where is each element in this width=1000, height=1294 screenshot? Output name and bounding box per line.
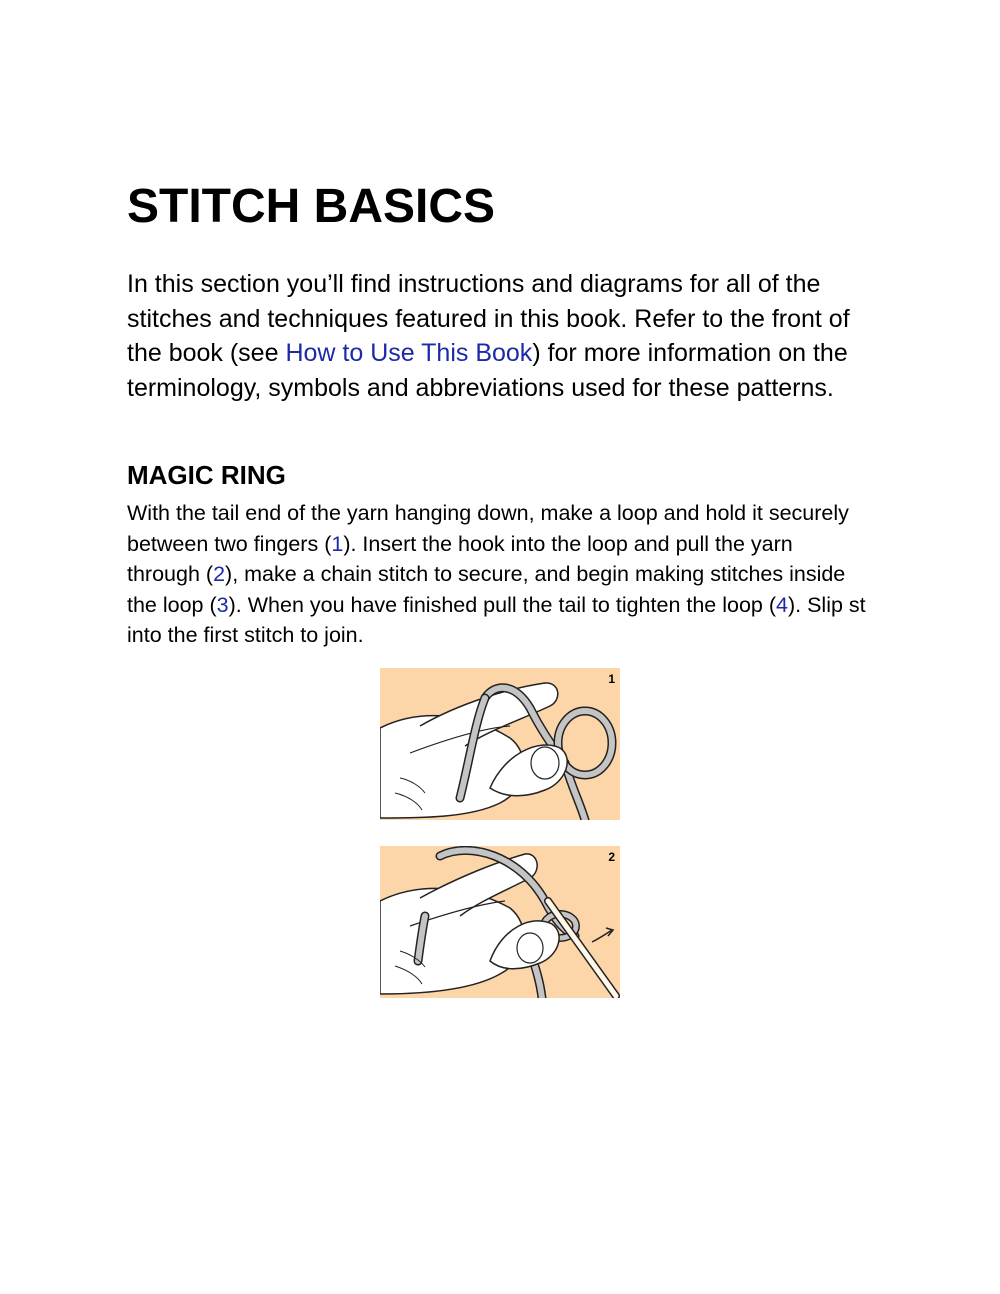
magic-ring-figure-1 bbox=[380, 668, 620, 820]
intro-paragraph bbox=[127, 267, 867, 405]
figure-ref-4: 4 bbox=[776, 592, 788, 617]
intro-text-end: ) for more information on the terminology, symbols and abbreviations used for these patterns. bbox=[127, 339, 848, 402]
how-to-use-this-book-link[interactable]: How to Use This Book bbox=[285, 339, 533, 367]
instruction-text: ). When you have finished pull the tail to tighten the loop ( bbox=[228, 592, 777, 617]
hook-through-loop-illustration bbox=[380, 846, 620, 998]
hand-yarn-loop-illustration bbox=[380, 668, 620, 820]
instruction-text: With the tail end of the yarn hanging down, make a loop and hold it securely between two fingers ( bbox=[127, 501, 849, 556]
instruction-text: ). Insert the hook into the loop and pull the yarn through ( bbox=[127, 531, 793, 586]
instruction-text: ). Slip st into the first stitch to join. bbox=[127, 592, 866, 647]
magic-ring-figure-2 bbox=[380, 846, 620, 998]
figure-number: 2 bbox=[608, 850, 615, 864]
figure-ref-2: 2 bbox=[213, 562, 226, 586]
figure-ref-1: 1 bbox=[331, 531, 344, 556]
figure-number: 1 bbox=[608, 672, 615, 686]
figure-ref-3: 3 bbox=[216, 592, 229, 617]
magic-ring-instructions bbox=[127, 498, 867, 651]
intro-text-start: In this section you’ll find instructions and diagrams for all of the stitches and techniques featured in this book. Refer to the front of the book (see bbox=[127, 270, 850, 367]
instruction-text: ), make a chain stitch to secure, and begin making stitches inside the loop ( bbox=[127, 562, 846, 617]
magic-ring-heading: MAGIC RING bbox=[127, 460, 286, 490]
page-title: STITCH BASICS bbox=[127, 180, 496, 233]
